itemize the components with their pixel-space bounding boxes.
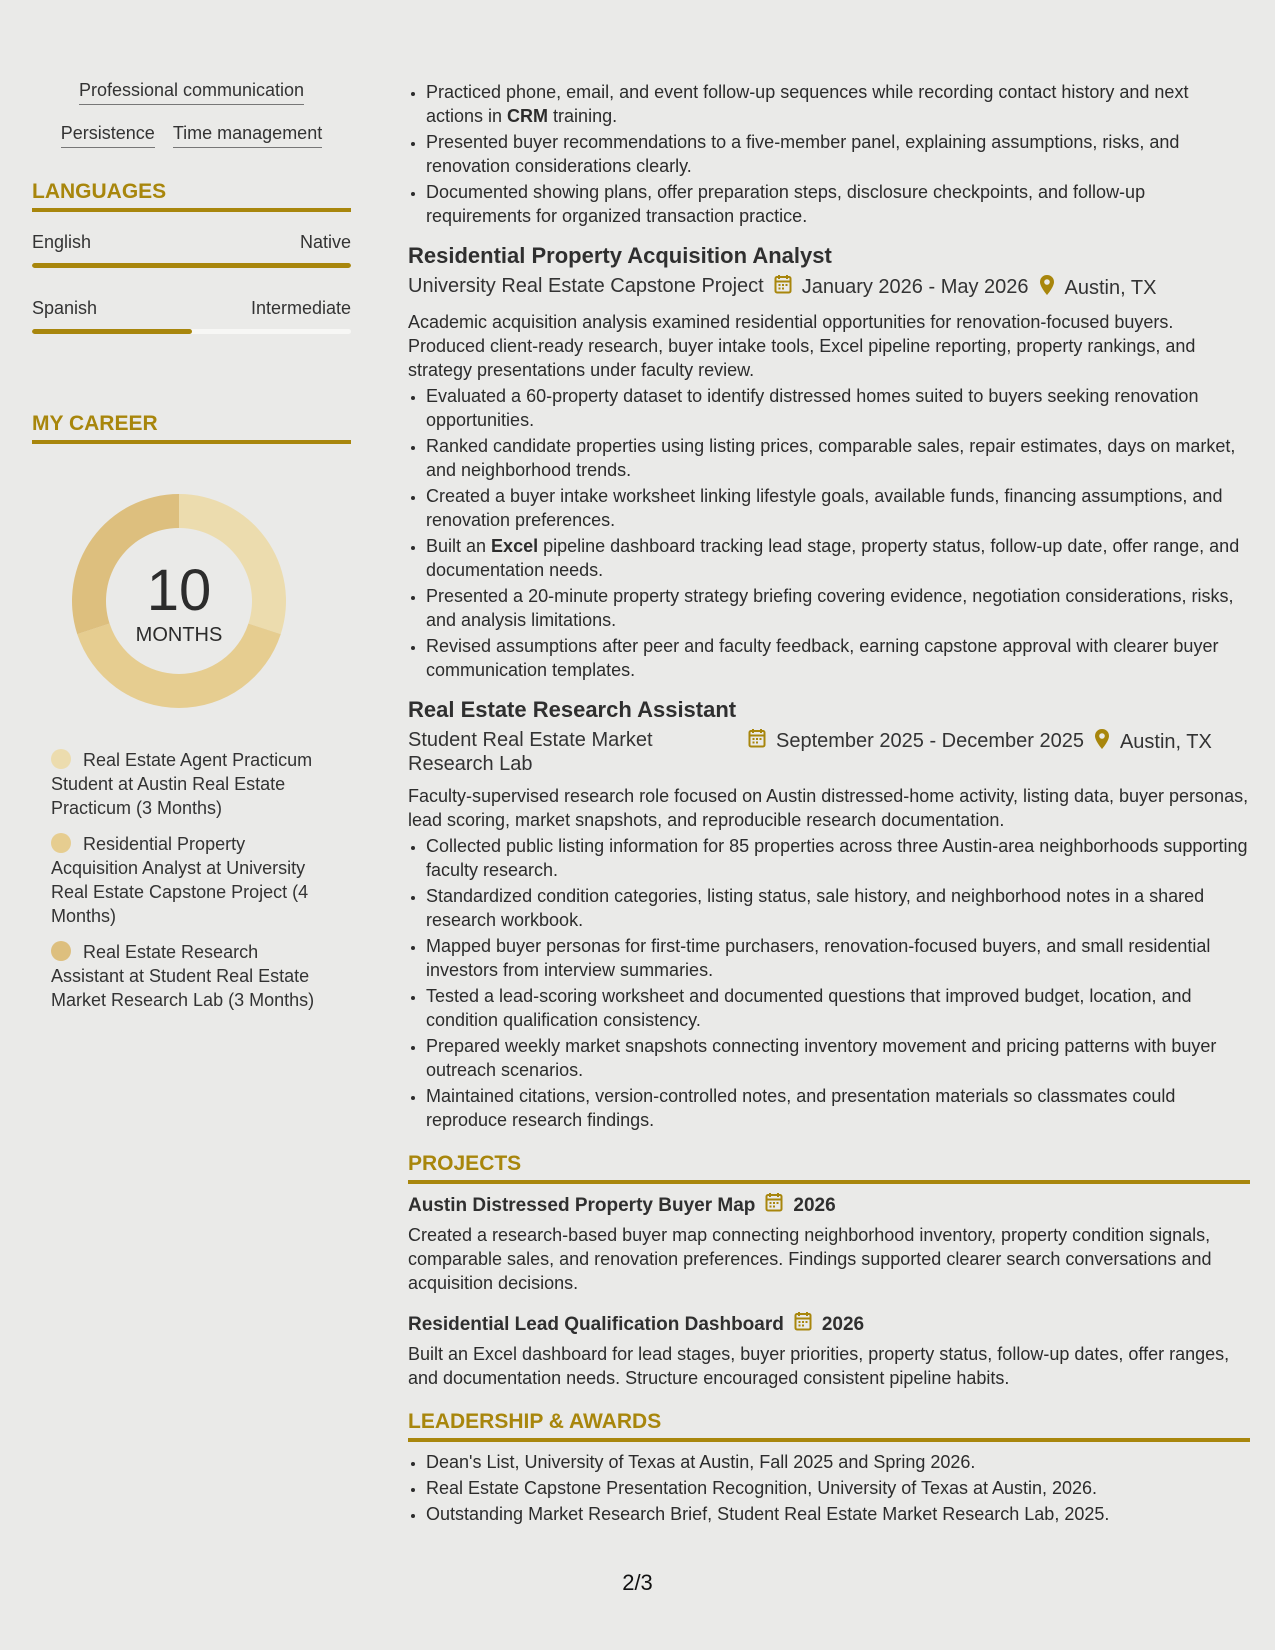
bullet-item: • Documented showing plans, offer preparation steps, disclosure checkpoints, and follow-up requirements for organized transaction practice. (426, 180, 1250, 228)
bullet-item: • Tested a lead-scoring worksheet and documented questions that improved budget, location, and condition qualification consistency. (426, 984, 1250, 1032)
project-description: Built an Excel dashboard for lead stages, buyer priorities, property status, follow-up dates, offer ranges, and documentation needs. Structure encouraged consistent pipeline habits. (408, 1344, 1230, 1388)
bullet-item: • Revised assumptions after peer and faculty feedback, earning capstone approval with clearer buyer communication templates. (426, 634, 1250, 682)
legend-dot (51, 941, 71, 961)
language-level: Native (299, 232, 351, 252)
language-bar (32, 329, 351, 334)
career-donut-chart (66, 488, 292, 714)
language-name: Spanish (32, 298, 98, 318)
calendar-icon (794, 1311, 812, 1338)
job-meta (408, 728, 1250, 776)
legend-text: Residential Property Acquisition Analyst at University Real Estate Capstone Project (4 Months) (51, 834, 309, 926)
project-description: Created a research-based buyer map connecting neighborhood inventory, property condition signals, comparable sales, and renovation preferences. Findings supported clearer search conversations and acquisition decisions. (408, 1225, 1212, 1293)
job-description: Academic acquisition analysis examined residential opportunities for renovation-focused buyers. Produced client-ready research, buyer intake tools, Excel pipeline reporting, property rankings, and strategy presentations under faculty review. (408, 312, 1196, 380)
career-section (32, 412, 351, 1012)
job-title: Real Estate Research Assistant (408, 697, 737, 722)
career-total-value: 10 (146, 557, 212, 623)
job-description: Faculty-supervised research role focused on Austin distressed-home activity, listing data, buyer personas, lead scoring, market snapshots, and reproducible research documentation. (408, 786, 1249, 830)
location-pin-icon (1094, 728, 1110, 756)
skill-tag: Persistence (61, 123, 155, 148)
language-item (32, 298, 351, 334)
skills-row (32, 123, 351, 148)
bullet-item: • Real Estate Capstone Presentation Recognition, University of Texas at Austin, 2026. (426, 1476, 1250, 1500)
projects-heading: PROJECTS (408, 1150, 1250, 1184)
skill-tag: Time management (173, 123, 322, 148)
bullet-item: • Collected public listing information for 85 properties across three Austin-area neighborhoods supporting faculty research. (426, 834, 1250, 882)
legend-item (51, 940, 331, 1012)
language-bar-fill (32, 329, 192, 334)
job-dates: September 2025 - December 2025 (776, 730, 1084, 752)
career-total-unit: MONTHS (135, 623, 223, 646)
bullet-item: • Standardized condition categories, listing status, sale history, and neighborhood notes in a shared research workbook. (426, 884, 1250, 932)
job-location: Austin, TX (1119, 731, 1212, 753)
bullet-item: • Practiced phone, email, and event follow-up sequences while recording contact history and next actions in CRM training. (426, 80, 1250, 128)
languages-section (32, 180, 351, 334)
project-year: 2026 (821, 1313, 865, 1335)
bullet-item: • Prepared weekly market snapshots connecting inventory movement and pricing patterns with buyer outreach scenarios. (426, 1034, 1250, 1082)
bullet-list (408, 834, 1250, 1132)
project-title: Residential Lead Qualification Dashboard (408, 1313, 784, 1335)
job-organization: Student Real Estate Market Research Lab (408, 729, 653, 775)
job-meta (408, 274, 1250, 302)
job-location: Austin, TX (1064, 277, 1157, 299)
page-number: 2/3 (622, 1570, 653, 1595)
project-title-row (408, 1192, 1250, 1219)
project-title: Austin Distressed Property Buyer Map (408, 1194, 756, 1216)
language-item (32, 232, 351, 268)
language-bar (32, 263, 351, 268)
bullet-list (408, 384, 1250, 682)
bullet-item: • Ranked candidate properties using listing prices, comparable sales, repair estimates, days on market, and neighborhood trends. (426, 434, 1250, 482)
projects-section (408, 1150, 1250, 1390)
bullet-item: • Built an Excel pipeline dashboard tracking lead stage, property status, follow-up date, offer range, and documentation needs. (426, 534, 1250, 582)
language-level: Intermediate (250, 298, 351, 318)
bullet-item: • Outstanding Market Research Brief, Student Real Estate Market Research Lab, 2025. (426, 1502, 1250, 1526)
calendar-icon (748, 728, 766, 754)
skills-row (32, 80, 351, 105)
awards-section (408, 1408, 1250, 1526)
bullet-list (408, 80, 1250, 228)
career-heading: MY CAREER (32, 412, 351, 444)
language-name: English (32, 232, 92, 252)
bullet-item: • Dean's List, University of Texas at Austin, Fall 2025 and Spring 2026. (426, 1450, 1250, 1474)
legend-dot (51, 749, 71, 769)
bullet-item: • Evaluated a 60-property dataset to identify distressed homes suited to buyers seeking renovation opportunities. (426, 384, 1250, 432)
job-organization: University Real Estate Capstone Project (408, 275, 764, 297)
project-year: 2026 (793, 1194, 836, 1216)
bullet-item: • Mapped buyer personas for first-time purchasers, renovation-focused buyers, and small residential investors from interview summaries. (426, 934, 1250, 982)
job-title: Residential Property Acquisition Analyst (408, 243, 832, 268)
legend-text: Real Estate Agent Practicum Student at Austin Real Estate Practicum (3 Months) (51, 750, 313, 818)
calendar-icon (765, 1192, 783, 1219)
legend-item (51, 832, 331, 928)
location-pin-icon (1039, 274, 1055, 302)
bullet-item: • Created a buyer intake worksheet linking lifestyle goals, available funds, financing assumptions, and renovation preferences. (426, 484, 1250, 532)
sidebar (32, 80, 351, 1024)
career-legend (51, 748, 331, 1012)
legend-item (51, 748, 331, 820)
job-entry (408, 696, 1250, 1132)
legend-dot (51, 833, 71, 853)
awards-heading: LEADERSHIP & AWARDS (408, 1408, 1250, 1442)
calendar-icon (774, 274, 792, 300)
language-bar-fill (32, 263, 351, 268)
bullet-item: • Maintained citations, version-controlled notes, and presentation materials so classmates could reproduce research findings. (426, 1084, 1250, 1132)
job-dates: January 2026 - May 2026 (801, 276, 1029, 298)
languages-heading: LANGUAGES (32, 180, 351, 212)
main-content (408, 80, 1250, 1528)
project-title-row (408, 1311, 1250, 1338)
bullet-item: • Presented a 20-minute property strategy briefing covering evidence, negotiation considerations, risks, and analysis limitations. (426, 584, 1250, 632)
job-entry (408, 242, 1250, 682)
skill-tag: Professional communication (79, 80, 304, 105)
bullet-list (408, 1450, 1250, 1526)
bullet-item: • Presented buyer recommendations to a five-member panel, explaining assumptions, risks, and renovation considerations clearly. (426, 130, 1250, 178)
legend-text: Real Estate Research Assistant at Student Real Estate Market Research Lab (3 Months) (51, 942, 315, 1010)
